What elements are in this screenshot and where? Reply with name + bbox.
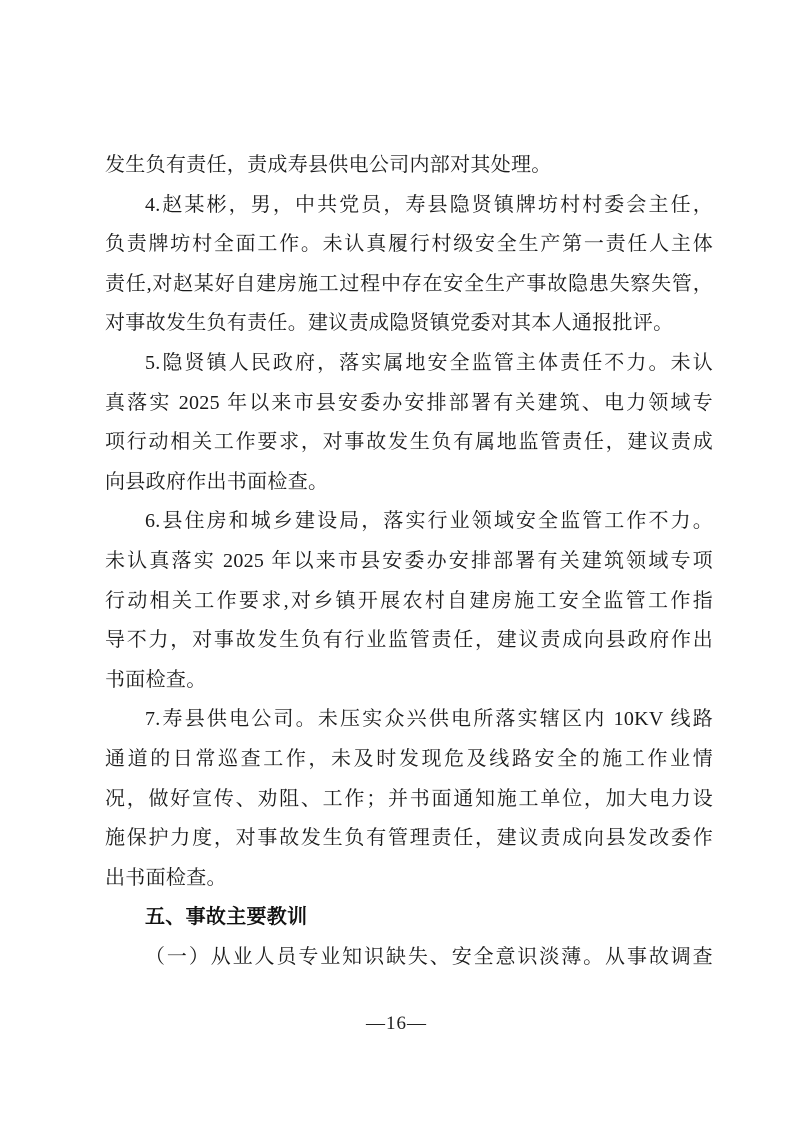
paragraph-line: 导不力，对事故发生负有行业监管责任，建议责成向县政府作出 — [105, 629, 713, 652]
paragraph-line: 行动相关工作要求,对乡镇开展农村自建房施工安全监管工作指 — [105, 589, 713, 612]
paragraph-line: 出书面检查。 — [105, 866, 227, 889]
paragraph-line: 7.寿县供电公司。未压实众兴供电所落实辖区内 10KV 线路 — [145, 708, 713, 731]
paragraph-line: 发生负有责任，责成寿县供电公司内部对其处理。 — [105, 154, 552, 176]
paragraph-line: 项行动相关工作要求，对事故发生负有属地监管责任，建议责成 — [105, 431, 713, 454]
paragraph-line: 施保护力度，对事故发生负有管理责任，建议责成向县发改委作 — [105, 827, 713, 850]
paragraph-line: 真落实 2025 年以来市县安委办安排部署有关建筑、电力领域专 — [105, 391, 713, 414]
paragraph-line: 5.隐贤镇人民政府，落实属地安全监管主体责任不力。未认 — [145, 351, 713, 374]
paragraph-line: 通道的日常巡查工作，未及时发现危及线路安全的施工作业情 — [105, 747, 713, 770]
paragraph-line: （一）从业人员专业知识缺失、安全意识淡薄。从事故调查 — [145, 945, 713, 968]
section-heading: 五、事故主要教训 — [145, 906, 308, 929]
paragraph-line: 负责牌坊村全面工作。未认真履行村级安全生产第一责任人主体 — [105, 233, 713, 256]
paragraph-line: 未认真落实 2025 年以来市县安委办安排部署有关建筑领域专项 — [105, 549, 713, 572]
paragraph-line: 况，做好宣传、劝阻、工作；并书面通知施工单位，加大电力设 — [105, 787, 713, 810]
paragraph-line: 6.县住房和城乡建设局，落实行业领域安全监管工作不力。 — [145, 510, 713, 533]
page-number: —16— — [366, 1013, 427, 1034]
paragraph-line: 向县政府作出书面检查。 — [105, 470, 329, 493]
paragraph-line: 责任,对赵某好自建房施工过程中存在安全生产事故隐患失察失管， — [105, 272, 713, 295]
document-body — [105, 146, 713, 977]
paragraph-line: 4.赵某彬，男，中共党员，寿县隐贤镇牌坊村村委会主任， — [145, 193, 713, 216]
paragraph-line: 对事故发生负有责任。建议责成隐贤镇党委对其本人通报批评。 — [105, 312, 674, 335]
paragraph-line: 书面检查。 — [105, 668, 207, 691]
